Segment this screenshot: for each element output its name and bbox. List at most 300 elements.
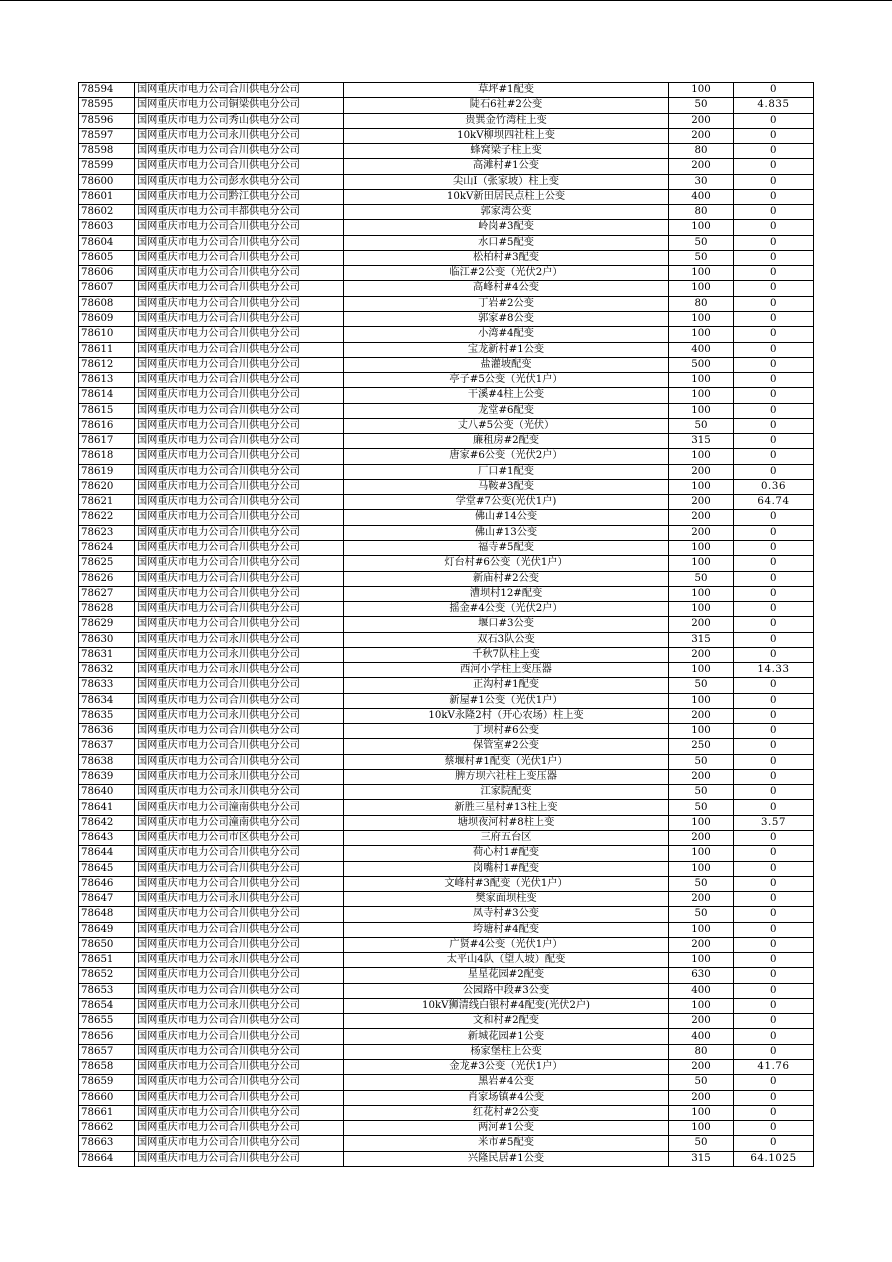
value-cell: 0 xyxy=(734,281,814,296)
transformer-name-cell: 10kV永隆2村（开心农场）柱上变 xyxy=(344,708,669,723)
row-id-cell: 78602 xyxy=(79,205,135,220)
value-cell: 0 xyxy=(734,388,814,403)
table-row xyxy=(79,968,814,983)
transformer-name-cell: 太平山4队（望人坡）配变 xyxy=(344,953,669,968)
transformer-name-cell: 10kV柳坝四社柱上变 xyxy=(344,128,669,143)
value-cell: 0 xyxy=(734,831,814,846)
table-row xyxy=(79,800,814,815)
transformer-name-cell: 新屋#1公变（光伏1户） xyxy=(344,693,669,708)
value-cell: 0 xyxy=(734,556,814,571)
capacity-cell: 315 xyxy=(669,1151,734,1166)
company-cell: 国网重庆市电力公司合川供电分公司 xyxy=(135,556,344,571)
value-cell: 0 xyxy=(734,586,814,601)
company-cell: 国网重庆市电力公司永川供电分公司 xyxy=(135,769,344,784)
row-id-cell: 78650 xyxy=(79,937,135,952)
capacity-cell: 400 xyxy=(669,189,734,204)
company-cell: 国网重庆市电力公司合川供电分公司 xyxy=(135,693,344,708)
row-id-cell: 78663 xyxy=(79,1136,135,1151)
transformer-name-cell: 佛山#14公变 xyxy=(344,510,669,525)
transformer-name-cell: 肖家场镇#4公变 xyxy=(344,1090,669,1105)
table-row xyxy=(79,1075,814,1090)
table-row xyxy=(79,159,814,174)
table-row xyxy=(79,739,814,754)
table-row xyxy=(79,892,814,907)
table-row xyxy=(79,418,814,433)
company-cell: 国网重庆市电力公司黔江供电分公司 xyxy=(135,189,344,204)
capacity-cell: 80 xyxy=(669,1044,734,1059)
table-row xyxy=(79,983,814,998)
transformer-name-cell: 松柏村#3配变 xyxy=(344,250,669,265)
capacity-cell: 50 xyxy=(669,98,734,113)
table-row xyxy=(79,250,814,265)
capacity-cell: 200 xyxy=(669,128,734,143)
capacity-cell: 200 xyxy=(669,1014,734,1029)
value-cell: 0 xyxy=(734,632,814,647)
transformer-name-cell: 公园路中段#3公变 xyxy=(344,983,669,998)
company-cell: 国网重庆市电力公司合川供电分公司 xyxy=(135,724,344,739)
company-cell: 国网重庆市电力公司永川供电分公司 xyxy=(135,708,344,723)
transformer-name-cell: 荷心村1#配变 xyxy=(344,846,669,861)
table-row xyxy=(79,525,814,540)
row-id-cell: 78615 xyxy=(79,403,135,418)
row-id-cell: 78601 xyxy=(79,189,135,204)
row-id-cell: 78639 xyxy=(79,769,135,784)
value-cell: 0 xyxy=(734,144,814,159)
table-row xyxy=(79,586,814,601)
transformer-name-cell: 龙堂#6配变 xyxy=(344,403,669,418)
table-row xyxy=(79,815,814,830)
row-id-cell: 78649 xyxy=(79,922,135,937)
value-cell: 0 xyxy=(734,1136,814,1151)
value-cell: 0 xyxy=(734,266,814,281)
company-cell: 国网重庆市电力公司合川供电分公司 xyxy=(135,602,344,617)
table-row xyxy=(79,861,814,876)
row-id-cell: 78644 xyxy=(79,846,135,861)
capacity-cell: 200 xyxy=(669,1060,734,1075)
table-row xyxy=(79,1136,814,1151)
value-cell: 0 xyxy=(734,1090,814,1105)
capacity-cell: 100 xyxy=(669,602,734,617)
transformer-name-cell: 贵巽金竹湾柱上变 xyxy=(344,113,669,128)
transformer-name-cell: 新庙村#2公变 xyxy=(344,571,669,586)
value-cell: 0 xyxy=(734,342,814,357)
capacity-cell: 100 xyxy=(669,540,734,555)
value-cell: 0 xyxy=(734,800,814,815)
transformer-name-cell: 廉租房#2配变 xyxy=(344,434,669,449)
table-row xyxy=(79,540,814,555)
company-cell: 国网重庆市电力公司合川供电分公司 xyxy=(135,907,344,922)
table-body xyxy=(79,83,814,1167)
transformer-name-cell: 陡石6社#2公变 xyxy=(344,98,669,113)
table-row xyxy=(79,495,814,510)
capacity-cell: 50 xyxy=(669,1136,734,1151)
value-cell: 0 xyxy=(734,220,814,235)
value-cell: 0 xyxy=(734,983,814,998)
capacity-cell: 200 xyxy=(669,510,734,525)
row-id-cell: 78624 xyxy=(79,540,135,555)
value-cell: 0 xyxy=(734,159,814,174)
table-row xyxy=(79,434,814,449)
capacity-cell: 100 xyxy=(669,479,734,494)
value-cell: 0 xyxy=(734,907,814,922)
table-row xyxy=(79,403,814,418)
value-cell: 0 xyxy=(734,525,814,540)
row-id-cell: 78596 xyxy=(79,113,135,128)
transformer-name-cell: 临江#2公变（光伏2户） xyxy=(344,266,669,281)
company-cell: 国网重庆市电力公司合川供电分公司 xyxy=(135,403,344,418)
company-cell: 国网重庆市电力公司市区供电分公司 xyxy=(135,831,344,846)
company-cell: 国网重庆市电力公司合川供电分公司 xyxy=(135,1014,344,1029)
value-cell: 3.57 xyxy=(734,815,814,830)
row-id-cell: 78628 xyxy=(79,602,135,617)
row-id-cell: 78642 xyxy=(79,815,135,830)
table-row xyxy=(79,342,814,357)
transformer-name-cell: 新胜三星村#13柱上变 xyxy=(344,800,669,815)
capacity-cell: 250 xyxy=(669,739,734,754)
capacity-cell: 400 xyxy=(669,1029,734,1044)
transformer-name-cell: 千秋7队柱上变 xyxy=(344,647,669,662)
company-cell: 国网重庆市电力公司合川供电分公司 xyxy=(135,388,344,403)
company-cell: 国网重庆市电力公司合川供电分公司 xyxy=(135,495,344,510)
company-cell: 国网重庆市电力公司永川供电分公司 xyxy=(135,892,344,907)
transformer-name-cell: 水口#5配变 xyxy=(344,235,669,250)
row-id-cell: 78646 xyxy=(79,876,135,891)
transformer-table xyxy=(78,82,814,1167)
capacity-cell: 100 xyxy=(669,663,734,678)
table-row xyxy=(79,128,814,143)
row-id-cell: 78660 xyxy=(79,1090,135,1105)
table-row xyxy=(79,785,814,800)
transformer-name-cell: 三府五台区 xyxy=(344,831,669,846)
row-id-cell: 78662 xyxy=(79,1121,135,1136)
transformer-name-cell: 摇金#4公变（光伏2户） xyxy=(344,602,669,617)
transformer-name-cell: 江家院配变 xyxy=(344,785,669,800)
capacity-cell: 200 xyxy=(669,159,734,174)
table-row xyxy=(79,174,814,189)
transformer-name-cell: 高峰村#4公变 xyxy=(344,281,669,296)
transformer-name-cell: 蔡堰村#1配变（光伏1户） xyxy=(344,754,669,769)
capacity-cell: 100 xyxy=(669,815,734,830)
capacity-cell: 80 xyxy=(669,144,734,159)
table-row xyxy=(79,220,814,235)
capacity-cell: 400 xyxy=(669,983,734,998)
transformer-name-cell: 金龙#3公变（光伏1户） xyxy=(344,1060,669,1075)
row-id-cell: 78619 xyxy=(79,464,135,479)
company-cell: 国网重庆市电力公司合川供电分公司 xyxy=(135,968,344,983)
capacity-cell: 315 xyxy=(669,434,734,449)
row-id-cell: 78618 xyxy=(79,449,135,464)
company-cell: 国网重庆市电力公司合川供电分公司 xyxy=(135,1075,344,1090)
transformer-name-cell: 丁坝村#6公变 xyxy=(344,724,669,739)
transformer-name-cell: 杨家堡柱上公变 xyxy=(344,1044,669,1059)
row-id-cell: 78623 xyxy=(79,525,135,540)
value-cell: 0 xyxy=(734,449,814,464)
company-cell: 国网重庆市电力公司合川供电分公司 xyxy=(135,418,344,433)
value-cell: 0 xyxy=(734,953,814,968)
capacity-cell: 100 xyxy=(669,556,734,571)
row-id-cell: 78614 xyxy=(79,388,135,403)
transformer-name-cell: 文和村#2配变 xyxy=(344,1014,669,1029)
transformer-name-cell: 新城花园#1公变 xyxy=(344,1029,669,1044)
row-id-cell: 78656 xyxy=(79,1029,135,1044)
transformer-name-cell: 岗嘴村1#配变 xyxy=(344,861,669,876)
capacity-cell: 200 xyxy=(669,831,734,846)
row-id-cell: 78643 xyxy=(79,831,135,846)
table-row xyxy=(79,205,814,220)
value-cell: 0 xyxy=(734,678,814,693)
transformer-name-cell: 垮塘村#4配变 xyxy=(344,922,669,937)
value-cell: 0 xyxy=(734,113,814,128)
table-row xyxy=(79,388,814,403)
transformer-name-cell: 双石3队公变 xyxy=(344,632,669,647)
capacity-cell: 100 xyxy=(669,693,734,708)
company-cell: 国网重庆市电力公司潼南供电分公司 xyxy=(135,800,344,815)
value-cell: 0 xyxy=(734,785,814,800)
capacity-cell: 200 xyxy=(669,1090,734,1105)
row-id-cell: 78633 xyxy=(79,678,135,693)
row-id-cell: 78640 xyxy=(79,785,135,800)
row-id-cell: 78631 xyxy=(79,647,135,662)
row-id-cell: 78603 xyxy=(79,220,135,235)
row-id-cell: 78622 xyxy=(79,510,135,525)
table-row xyxy=(79,464,814,479)
row-id-cell: 78616 xyxy=(79,418,135,433)
value-cell: 0 xyxy=(734,464,814,479)
row-id-cell: 78637 xyxy=(79,739,135,754)
row-id-cell: 78607 xyxy=(79,281,135,296)
capacity-cell: 50 xyxy=(669,678,734,693)
capacity-cell: 50 xyxy=(669,1075,734,1090)
company-cell: 国网重庆市电力公司合川供电分公司 xyxy=(135,510,344,525)
row-id-cell: 78606 xyxy=(79,266,135,281)
row-id-cell: 78645 xyxy=(79,861,135,876)
transformer-name-cell: 尖山Ⅰ（张家坡）柱上变 xyxy=(344,174,669,189)
company-cell: 国网重庆市电力公司合川供电分公司 xyxy=(135,1090,344,1105)
transformer-name-cell: 高滩村#1公变 xyxy=(344,159,669,174)
transformer-name-cell: 亭子#5公变（光伏1户） xyxy=(344,373,669,388)
capacity-cell: 315 xyxy=(669,632,734,647)
capacity-cell: 100 xyxy=(669,449,734,464)
capacity-cell: 200 xyxy=(669,113,734,128)
capacity-cell: 100 xyxy=(669,922,734,937)
table-row xyxy=(79,373,814,388)
capacity-cell: 50 xyxy=(669,907,734,922)
company-cell: 国网重庆市电力公司合川供电分公司 xyxy=(135,586,344,601)
table-row xyxy=(79,1044,814,1059)
row-id-cell: 78625 xyxy=(79,556,135,571)
table-row xyxy=(79,708,814,723)
table-row xyxy=(79,1090,814,1105)
table-row xyxy=(79,1105,814,1120)
table-row xyxy=(79,235,814,250)
company-cell: 国网重庆市电力公司合川供电分公司 xyxy=(135,922,344,937)
row-id-cell: 78635 xyxy=(79,708,135,723)
value-cell: 4.835 xyxy=(734,98,814,113)
table-row xyxy=(79,1121,814,1136)
row-id-cell: 78598 xyxy=(79,144,135,159)
row-id-cell: 78605 xyxy=(79,250,135,265)
row-id-cell: 78621 xyxy=(79,495,135,510)
capacity-cell: 500 xyxy=(669,357,734,372)
transformer-name-cell: 郭家#8公变 xyxy=(344,311,669,326)
capacity-cell: 100 xyxy=(669,373,734,388)
value-cell: 0 xyxy=(734,357,814,372)
row-id-cell: 78661 xyxy=(79,1105,135,1120)
transformer-name-cell: 塘坝夜河村#8柱上变 xyxy=(344,815,669,830)
transformer-name-cell: 正沟村#1配变 xyxy=(344,678,669,693)
value-cell: 0 xyxy=(734,922,814,937)
row-id-cell: 78594 xyxy=(79,83,135,98)
row-id-cell: 78600 xyxy=(79,174,135,189)
value-cell: 0 xyxy=(734,250,814,265)
value-cell: 14.33 xyxy=(734,663,814,678)
transformer-name-cell: 唐家#6公变（光伏2户） xyxy=(344,449,669,464)
transformer-name-cell: 黑岩#4公变 xyxy=(344,1075,669,1090)
company-cell: 国网重庆市电力公司合川供电分公司 xyxy=(135,1121,344,1136)
value-cell: 0 xyxy=(734,846,814,861)
company-cell: 国网重庆市电力公司合川供电分公司 xyxy=(135,525,344,540)
transformer-name-cell: 干溪#4柱上公变 xyxy=(344,388,669,403)
transformer-name-cell: 米市#5配变 xyxy=(344,1136,669,1151)
value-cell: 0 xyxy=(734,1029,814,1044)
row-id-cell: 78648 xyxy=(79,907,135,922)
company-cell: 国网重庆市电力公司合川供电分公司 xyxy=(135,83,344,98)
table-row xyxy=(79,693,814,708)
company-cell: 国网重庆市电力公司合川供电分公司 xyxy=(135,1105,344,1120)
company-cell: 国网重庆市电力公司合川供电分公司 xyxy=(135,235,344,250)
transformer-name-cell: 广贤#4公变（光伏1户） xyxy=(344,937,669,952)
table-row xyxy=(79,632,814,647)
transformer-name-cell: 福寺#5配变 xyxy=(344,540,669,555)
transformer-name-cell: 岭岗#3配变 xyxy=(344,220,669,235)
value-cell: 0 xyxy=(734,1014,814,1029)
company-cell: 国网重庆市电力公司合川供电分公司 xyxy=(135,983,344,998)
capacity-cell: 100 xyxy=(669,311,734,326)
table-row xyxy=(79,1014,814,1029)
company-cell: 国网重庆市电力公司永川供电分公司 xyxy=(135,128,344,143)
company-cell: 国网重庆市电力公司合川供电分公司 xyxy=(135,861,344,876)
company-cell: 国网重庆市电力公司合川供电分公司 xyxy=(135,464,344,479)
row-id-cell: 78641 xyxy=(79,800,135,815)
transformer-name-cell: 学堂#7公变(光伏1户) xyxy=(344,495,669,510)
value-cell: 0 xyxy=(734,754,814,769)
company-cell: 国网重庆市电力公司合川供电分公司 xyxy=(135,1151,344,1166)
table-row xyxy=(79,98,814,113)
transformer-name-cell: 蜂窝梁子柱上变 xyxy=(344,144,669,159)
table-row xyxy=(79,678,814,693)
capacity-cell: 100 xyxy=(669,403,734,418)
row-id-cell: 78653 xyxy=(79,983,135,998)
value-cell: 0 xyxy=(734,647,814,662)
capacity-cell: 400 xyxy=(669,342,734,357)
table-row xyxy=(79,647,814,662)
table-row xyxy=(79,449,814,464)
table-row xyxy=(79,831,814,846)
company-cell: 国网重庆市电力公司合川供电分公司 xyxy=(135,846,344,861)
capacity-cell: 200 xyxy=(669,495,734,510)
value-cell: 0 xyxy=(734,510,814,525)
row-id-cell: 78647 xyxy=(79,892,135,907)
value-cell: 0 xyxy=(734,1121,814,1136)
capacity-cell: 100 xyxy=(669,281,734,296)
transformer-name-cell: 宝龙新村#1公变 xyxy=(344,342,669,357)
company-cell: 国网重庆市电力公司合川供电分公司 xyxy=(135,311,344,326)
capacity-cell: 100 xyxy=(669,586,734,601)
value-cell: 0 xyxy=(734,83,814,98)
company-cell: 国网重庆市电力公司合川供电分公司 xyxy=(135,617,344,632)
value-cell: 0 xyxy=(734,708,814,723)
value-cell: 0 xyxy=(734,540,814,555)
value-cell: 0 xyxy=(734,892,814,907)
value-cell: 64.1025 xyxy=(734,1151,814,1166)
capacity-cell: 100 xyxy=(669,1105,734,1120)
table-row xyxy=(79,357,814,372)
table-row xyxy=(79,83,814,98)
value-cell: 0 xyxy=(734,189,814,204)
page-top-rule xyxy=(0,0,892,1)
transformer-name-cell: 小湾#4配变 xyxy=(344,327,669,342)
company-cell: 国网重庆市电力公司秀山供电分公司 xyxy=(135,113,344,128)
row-id-cell: 78629 xyxy=(79,617,135,632)
transformer-name-cell: 丁岩#2公变 xyxy=(344,296,669,311)
transformer-name-cell: 马鞍#3配变 xyxy=(344,479,669,494)
table-row xyxy=(79,769,814,784)
company-cell: 国网重庆市电力公司合川供电分公司 xyxy=(135,144,344,159)
table-row xyxy=(79,1060,814,1075)
company-cell: 国网重庆市电力公司合川供电分公司 xyxy=(135,159,344,174)
value-cell: 0 xyxy=(734,1105,814,1120)
table-row xyxy=(79,1029,814,1044)
capacity-cell: 100 xyxy=(669,724,734,739)
table-row xyxy=(79,266,814,281)
value-cell: 0.36 xyxy=(734,479,814,494)
table-row xyxy=(79,189,814,204)
transformer-name-cell: 堰口#3公变 xyxy=(344,617,669,632)
transformer-name-cell: 樊家面坝柱变 xyxy=(344,892,669,907)
table-row xyxy=(79,876,814,891)
transformer-name-cell: 佛山#13公变 xyxy=(344,525,669,540)
value-cell: 0 xyxy=(734,1075,814,1090)
transformer-name-cell: 漕坝村12#配变 xyxy=(344,586,669,601)
table-row xyxy=(79,311,814,326)
company-cell: 国网重庆市电力公司合川供电分公司 xyxy=(135,1029,344,1044)
row-id-cell: 78658 xyxy=(79,1060,135,1075)
company-cell: 国网重庆市电力公司合川供电分公司 xyxy=(135,373,344,388)
value-cell: 0 xyxy=(734,861,814,876)
capacity-cell: 100 xyxy=(669,220,734,235)
capacity-cell: 100 xyxy=(669,953,734,968)
table-row xyxy=(79,953,814,968)
company-cell: 国网重庆市电力公司合川供电分公司 xyxy=(135,754,344,769)
company-cell: 国网重庆市电力公司铜梁供电分公司 xyxy=(135,98,344,113)
row-id-cell: 78657 xyxy=(79,1044,135,1059)
row-id-cell: 78613 xyxy=(79,373,135,388)
value-cell: 0 xyxy=(734,128,814,143)
transformer-name-cell: 草坪#1配变 xyxy=(344,83,669,98)
transformer-name-cell: 丈八#5公变（光伏） xyxy=(344,418,669,433)
capacity-cell: 100 xyxy=(669,1121,734,1136)
transformer-name-cell: 文峰村#3配变（光伏1户） xyxy=(344,876,669,891)
value-cell: 0 xyxy=(734,296,814,311)
value-cell: 0 xyxy=(734,373,814,388)
value-cell: 0 xyxy=(734,418,814,433)
table-row xyxy=(79,556,814,571)
value-cell: 0 xyxy=(734,937,814,952)
row-id-cell: 78610 xyxy=(79,327,135,342)
row-id-cell: 78652 xyxy=(79,968,135,983)
table-row xyxy=(79,296,814,311)
capacity-cell: 630 xyxy=(669,968,734,983)
